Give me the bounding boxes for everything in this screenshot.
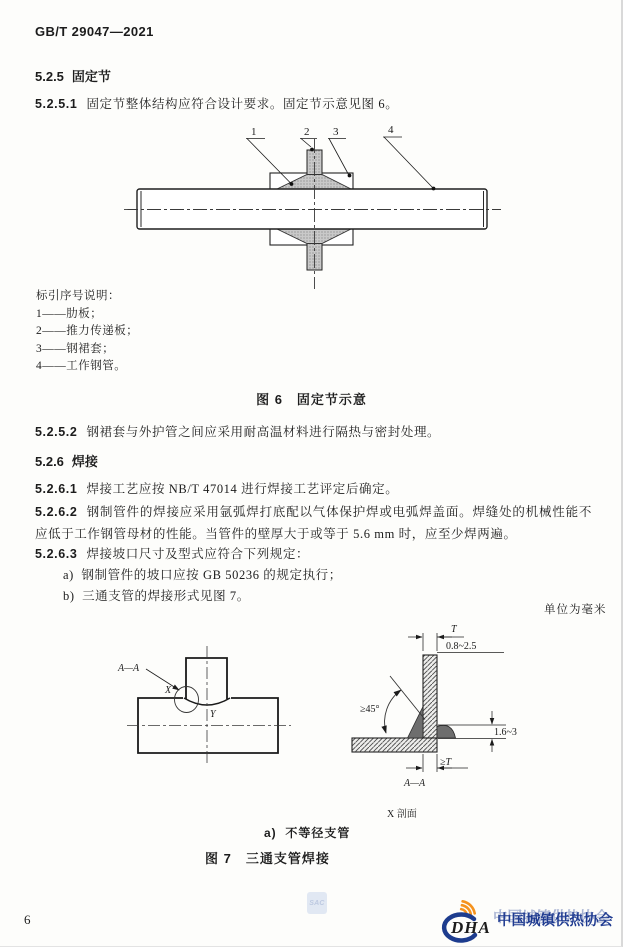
figure7-caption: 图 7 三通支管焊接 <box>205 851 330 866</box>
clause-text: 钢裙套与外护管之间应采用耐高温材料进行隔热与密封处理。 <box>86 425 441 439</box>
heading-title: 固定节 <box>71 69 111 84</box>
section-x-label: X 剖面 <box>387 809 417 820</box>
clause-number: 5.2.6.2 <box>35 505 78 519</box>
working-steel-pipe <box>137 189 487 229</box>
weld-y-label: Y <box>210 709 216 720</box>
tee-outline-view <box>117 646 291 763</box>
list-text: 钢制管件的坡口应按 GB 50236 的规定执行； <box>81 568 342 582</box>
clause-text: 焊接坡口尺寸及型式应符合下列规定： <box>86 547 310 561</box>
clause-text: 焊接工艺应按 NB/T 47014 进行焊接工艺评定后确定。 <box>86 482 399 496</box>
branch-pipe-outline <box>186 658 227 699</box>
legend-item: 3——钢裙套； <box>36 342 115 355</box>
figure6-caption: 图 6 固定节示意 <box>256 392 367 407</box>
legend-item: 1——肋板； <box>36 307 103 320</box>
leader-dot-4 <box>432 187 436 191</box>
section-aa-label-left: A—A <box>118 663 140 674</box>
list-item-a <box>63 565 603 587</box>
figure7-tee-weld-diagram <box>0 618 623 824</box>
main-wall-section <box>352 738 437 752</box>
subcaption-label: a) <box>264 826 277 840</box>
clause-text: 钢制管件的焊接应采用氩弧焊打底配以气体保护焊或电弧焊盖面。焊缝处的机械性能不应低于工作钢管母材的性能。当管件的壁厚大于或等于 5.6 mm 时，应至少焊两遍。 <box>35 505 592 541</box>
bevel-line <box>390 676 425 720</box>
clause-number: 5.2.6.3 <box>35 547 78 561</box>
heading-5-2-6 <box>35 451 98 470</box>
figure6-legend <box>36 288 138 376</box>
list-text: 三通支管的焊接形式见图 7。 <box>82 589 250 603</box>
clause-number: 5.2.5.1 <box>35 97 78 111</box>
root-height-label: 1.6~3 <box>494 727 517 738</box>
list-item-b <box>63 586 603 608</box>
clause-5-2-6-1 <box>35 479 610 501</box>
sac-watermark-text: SAC <box>309 899 325 907</box>
legend-title: 标引序号说明： <box>36 290 120 302</box>
leader-dot-1 <box>290 182 294 186</box>
angle-dim-label: ≥45° <box>360 704 380 715</box>
clause-number: 5.2.5 <box>35 69 64 84</box>
branch-wall-section <box>423 655 437 738</box>
figure6-fixed-joint-diagram <box>0 113 623 293</box>
clause-number: 5.2.5.2 <box>35 425 78 439</box>
weld-cap <box>437 725 456 738</box>
heading-5-2-5 <box>35 66 111 85</box>
leader-dot-2 <box>310 148 314 152</box>
clause-number: 5.2.6.1 <box>35 482 78 496</box>
callout-label-2: 2 <box>304 126 310 138</box>
clause-number: 5.2.6 <box>35 454 64 469</box>
heading-title: 焊接 <box>71 454 98 469</box>
clause-5-2-5-2 <box>35 422 610 444</box>
sac-watermark <box>307 892 327 914</box>
callout-label-3: 3 <box>333 126 339 138</box>
leader-dot-3 <box>348 174 352 178</box>
t-dim-label: T <box>451 624 457 635</box>
legend-item: 4——工作钢管。 <box>36 360 127 373</box>
clause-5-2-6-2 <box>35 502 592 545</box>
clause-text: 固定节整体结构应符合设计要求。固定节示意见图 6。 <box>86 97 399 111</box>
dha-association-logo <box>440 896 620 944</box>
weld-fillet <box>408 707 424 739</box>
gap-dim-label: 0.8~2.5 <box>446 641 477 652</box>
logo-name: 中国城镇供热协会 <box>497 913 613 929</box>
callout-label-4: 4 <box>388 124 394 136</box>
clause-5-2-6-3 <box>35 544 610 566</box>
page-number: 6 <box>24 912 31 927</box>
section-aa-label-right: A—A <box>404 778 426 789</box>
subcaption-text: 不等径支管 <box>285 826 351 840</box>
figure7-subcaption <box>264 824 350 841</box>
detail-x-label: X <box>165 685 172 696</box>
section-aa-view <box>352 624 517 820</box>
get-dim-lines <box>406 754 468 772</box>
list-label: b) <box>63 589 75 603</box>
angle-arc <box>385 690 401 733</box>
callout-label-1: 1 <box>251 126 257 138</box>
standard-number-header: GB/T 29047—2021 <box>35 24 154 39</box>
legend-item: 2——推力传递板； <box>36 325 139 338</box>
units-note: 单位为毫米 <box>544 604 607 616</box>
list-label: a) <box>63 568 74 582</box>
get-dim-label: ≥T <box>440 757 452 768</box>
aa-leader <box>146 669 179 690</box>
logo-abbr: DHA <box>451 918 491 937</box>
